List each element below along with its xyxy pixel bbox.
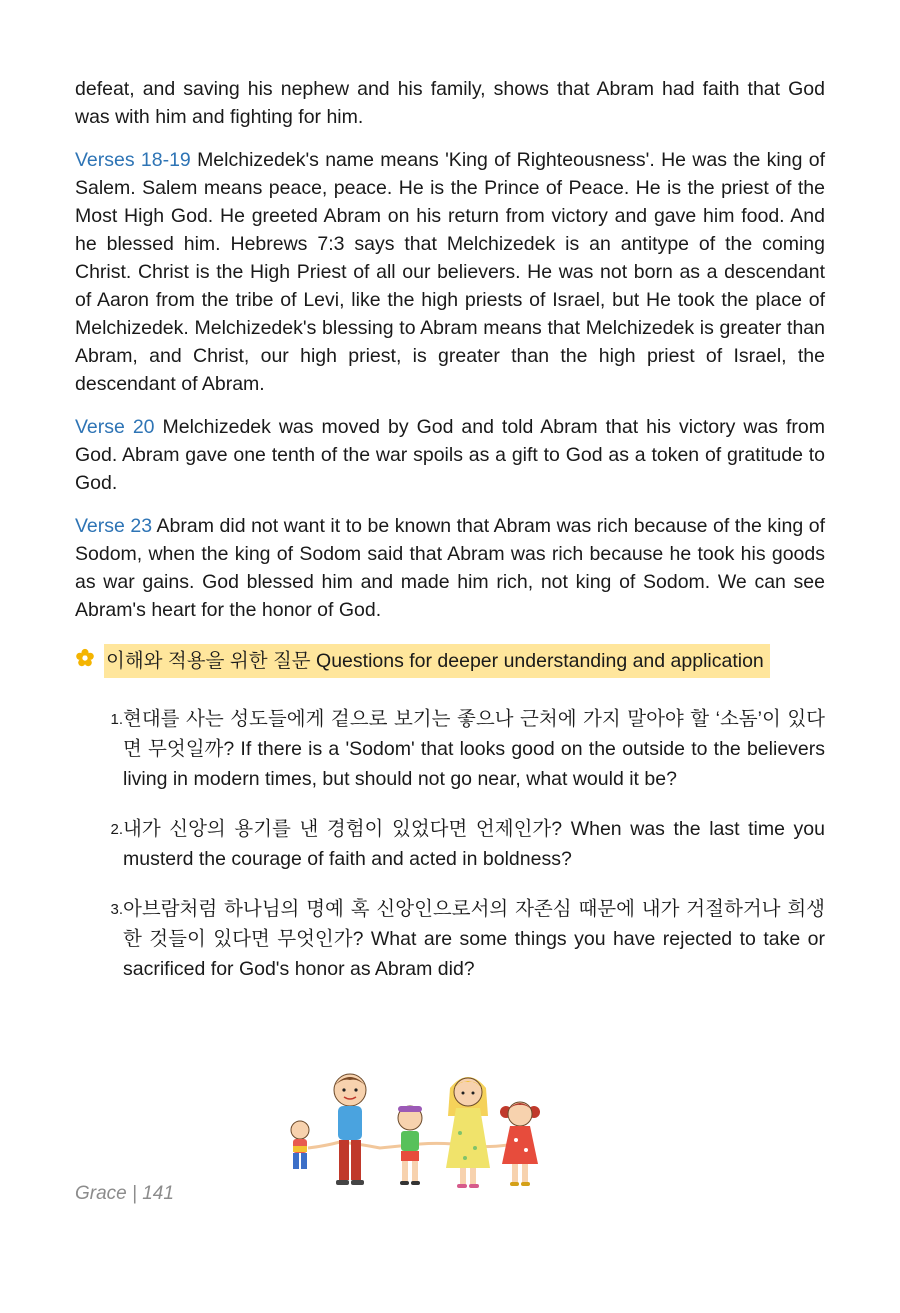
- list-item: [75, 704, 825, 794]
- question-list: [75, 704, 825, 984]
- paragraph-verse-20: [75, 413, 825, 497]
- flower-icon: [75, 647, 104, 675]
- page-content: [75, 75, 825, 1004]
- questions-heading: [75, 644, 825, 678]
- question-text: 현대를 사는 성도들에게 겉으로 보기는 좋으나 근처에 가지 말아야 할 ‘소돔’이 있다면 무엇일까? If there is a 'Sodom' that looks good on the outside to the believers living in modern times, but should not go near, what would it be?: [123, 708, 825, 790]
- page-footer: Grace | 141: [75, 1183, 174, 1204]
- question-number: 1.: [110, 711, 123, 728]
- verse-reference: Verse 20: [75, 416, 155, 438]
- question-number: 2.: [110, 821, 123, 838]
- list-item: [75, 814, 825, 874]
- paragraph-text: Abram did not want it to be known that Abram was rich because of the king of Sodom, when the king of Sodom said that Abram was rich because he took his goods as war gains. God blessed him and made him rich, not king of Sodom. We can see Abram's heart for the honor of God.: [75, 515, 825, 621]
- verse-reference: Verses 18-19: [75, 149, 191, 171]
- question-text: 내가 신앙의 용기를 낸 경험이 있었다면 언제인가? When was the last time you musterd the courage of faith and acted in boldness?: [123, 818, 825, 870]
- paragraph-text: defeat, and saving his nephew and his family, shows that Abram had faith that God was with him and fighting for him.: [75, 78, 825, 128]
- question-number: 3.: [110, 901, 123, 918]
- questions-heading-text: 이해와 적용을 위한 질문 Questions for deeper understanding and application: [104, 644, 770, 678]
- paragraph-text: Melchizedek was moved by God and told Abram that his victory was from God. Abram gave one tenth of the war spoils as a gift to God as a token of gratitude to God.: [75, 416, 825, 494]
- paragraph-text: Melchizedek's name means 'King of Righteousness'. He was the king of Salem. Salem means peace, peace. He is the Prince of Peace. He is the priest of the Most High God. He greeted Abram on his return from victory and gave him food. And he blessed him. Hebrews 7:3 says that Melchizedek is an antitype of the coming Christ. Christ is the High Priest of all our believers. He was not born as a descendant of Aaron from the tribe of Levi, like the high priests of Israel, but He took the place of Melchizedek. Melchizedek's blessing to Abram means that Melchizedek is greater than Abram, and Christ, our high priest, is greater than the high priest of Israel, the descendant of Abram.: [75, 149, 825, 395]
- question-text: 아브람처럼 하나님의 명예 혹 신앙인으로서의 자존심 때문에 내가 거절하거나 희생한 것들이 있다면 무엇인가? What are some things you have rejected to take or sacrificed for God's honor as Abram did?: [123, 898, 825, 980]
- paragraph-1: [75, 75, 825, 131]
- paragraph-verses-18-19: [75, 146, 825, 398]
- list-item: [75, 894, 825, 984]
- family-illustration: [280, 1068, 560, 1198]
- paragraph-verse-23: [75, 512, 825, 624]
- verse-reference: Verse 23: [75, 515, 153, 537]
